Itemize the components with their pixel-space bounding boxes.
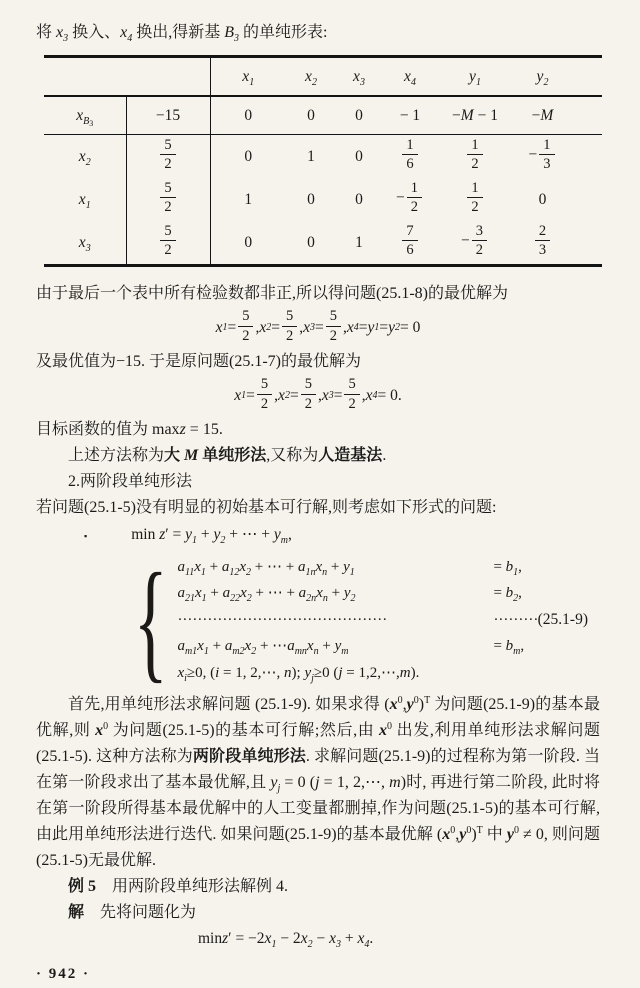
table-cell: $\frac{2}{3}$ (512, 221, 573, 266)
table-cell: 0 (538, 190, 547, 208)
example-text: 用两阶段单纯形法解例 4. (112, 878, 289, 895)
formula-min-objective (84, 522, 600, 548)
table-cell: 1 (244, 190, 253, 208)
table-cell: 0 (307, 190, 315, 208)
table-cell (573, 221, 602, 266)
table-cell: 0 (244, 147, 253, 165)
col-header-y1: $y_1$ (438, 57, 512, 97)
col-header-x4: $x_4$ (382, 57, 438, 97)
header-empty-cell (126, 57, 210, 97)
equation-number-label: (25.1-9) (537, 611, 588, 628)
table-cell (573, 135, 602, 179)
equation-line-constraints: $x_i\ge 0$, (i = 1, 2,⋯, n); $y_j\ge 0$ (j = 1,2,⋯,m). (177, 664, 420, 684)
table-cell: 0 (210, 96, 286, 135)
equation-line: $a_{11}x_1 + a_{12}x_2$ + ⋯ + $a_{1n}x_n + y_1$ = $b_1$, (177, 558, 522, 578)
paragraph-two-phase-explanation: 首先,用单纯形法求解问题 (25.1-9). 如果求得 $(x^0,y^0)^T$ 为问题(25.1-9)的基本最优解,则 $x^0$ 为问题(25.1-5)的基本可行解;然后,由 $x^0$ 出发,利用单纯形法求解问题(25.1-5). 这种方法称为两阶段单纯形法. 求解问题(25.1-9)的过程称为第一阶段. 当在第一阶段求出了基本最优解,且 $y_j = 0$ (j = 1, 2,⋯, m)时, 再进行第二阶段, 此时将在第一阶段所得基本最优解中的人工变量都删掉,作为问题(25.1-5)的基本可行解,由此用单纯形法进行迭代. 如果问题(25.1-9)的基本最优解 $(x^0,y^0)^T$ 中 $y^0 \ne 0$, 则问题(25.1-5)无最优解. (36, 695, 600, 869)
table-cell: 0 (244, 233, 253, 251)
value-cell: $\frac{5}{2}$ (126, 221, 210, 266)
table-cell (573, 178, 602, 221)
equation-line: $a_{21}x_1 + a_{22}x_2$ + ⋯ + $a_{2n}x_n + y_2$ = $b_2$, (177, 585, 522, 605)
solution-line (36, 900, 600, 926)
value-cell: $\frac{5}{2}$ (126, 135, 210, 179)
header-empty-cell (44, 57, 126, 97)
paragraph-conclusion-1: 由于最后一个表中所有检验数都非正,所以得问题(25.1-8)的最优解为 (36, 285, 508, 302)
example-5-line (36, 874, 600, 900)
paragraph-optimal-value: 及最优值为−15. 于是原问题(25.1-7)的最优解为 (36, 353, 362, 370)
table-cell: −M (512, 96, 573, 135)
paragraph-big-m-method: 上述方法称为大 M 单纯形法,又称为人造基法. (68, 447, 387, 464)
table-cell: 1 (355, 233, 363, 251)
table-cell: $\frac{1}{6}$ (382, 135, 438, 179)
table-row-x1 (44, 178, 602, 221)
value-cell: $\frac{5}{2}$ (126, 178, 210, 221)
basis-cell: $x_3$ (44, 221, 126, 266)
basis-cell: $x_2$ (44, 135, 126, 179)
col-header-y2: $y_2$ (512, 57, 573, 97)
intro-line: 将 $x_3$ 换入、$x_4$ 换出,得新基 $B_3$ 的单纯形表: (36, 24, 328, 44)
col-header-x2: $x_2$ (286, 57, 336, 97)
equation-line: $a_{m1}x_1 + a_{m2}x_2$ + $\cdots a_{mn}x_n + y_m$ = $b_m$, (177, 638, 525, 658)
formula-min-z-prime: $\min z' = -2x_1 - 2x_2 - x_3 + x_4$. (198, 930, 374, 950)
table-cell: − $\frac{1}{2}$ (382, 178, 438, 221)
table-cell: 1 (307, 147, 315, 165)
table-cell: − $\frac{3}{2}$ (438, 221, 512, 266)
table-cell: −M − 1 (438, 96, 512, 135)
paragraph-problem-setup: 若问题(25.1-5)没有明显的初始基本可行解,则考虑如下形式的问题: (36, 499, 497, 516)
min-formula-text: $\min z' = y_1 + y_2$ + ⋯ + $y_m$, (131, 526, 292, 546)
page-number: · 942 · (36, 966, 91, 982)
equation-system-25-1-9 (128, 545, 600, 695)
table-cell: 0 (307, 233, 315, 251)
col-header-x3: $x_3$ (336, 57, 382, 97)
equation-line-dots: ·········································· ········· (177, 611, 539, 628)
simplex-table (44, 55, 602, 267)
formula-optimal-solution-2: x 1 = $\frac{5}{2}$ , x 2 = $\frac{5}{2}$ , x 3 = $\frac{5}{2}$ , x 4 = 0. (234, 376, 402, 412)
paragraph-objective-value: 目标函数的值为 maxz = 15. (36, 421, 223, 438)
table-cell: − 1 (382, 96, 438, 135)
table-row-x2 (44, 135, 602, 179)
header-empty-cell (573, 57, 602, 97)
table-row-objective (44, 96, 602, 135)
table-cell: 0 (336, 96, 382, 135)
basis-cell: $x_{B3}$ (44, 96, 126, 135)
basis-cell: $x_1$ (44, 178, 126, 221)
equation-lines (177, 554, 538, 687)
table-cell: $\frac{1}{2}$ (438, 135, 512, 179)
table-cell: 0 (286, 96, 336, 135)
example-label: 例 5 (68, 878, 97, 895)
table-cell: $\frac{7}{6}$ (382, 221, 438, 266)
table-cell (573, 96, 602, 135)
value-cell: −15 (126, 96, 210, 135)
section-heading-two-phase: 2.两阶段单纯形法 (68, 473, 193, 490)
solution-label: 解 (68, 904, 85, 921)
table-cell: 0 (355, 190, 363, 208)
table-row-x3 (44, 221, 602, 266)
solution-text: 先将问题化为 (100, 904, 197, 921)
formula-optimal-solution-1: x 1 = $\frac{5}{2}$ , x 2 = $\frac{5}{2}$ , x 3 = $\frac{5}{2}$ , x 4 = y 1 = y 2 = 0 (215, 308, 421, 344)
col-header-x1: $x_1$ (210, 57, 286, 97)
table-cell: $\frac{1}{2}$ (438, 178, 512, 221)
left-brace: { (133, 545, 168, 695)
ink-mark: ▪ (84, 531, 88, 541)
table-cell: 0 (355, 147, 363, 165)
table-header-row (44, 57, 602, 97)
table-cell: − $\frac{1}{3}$ (512, 135, 573, 179)
